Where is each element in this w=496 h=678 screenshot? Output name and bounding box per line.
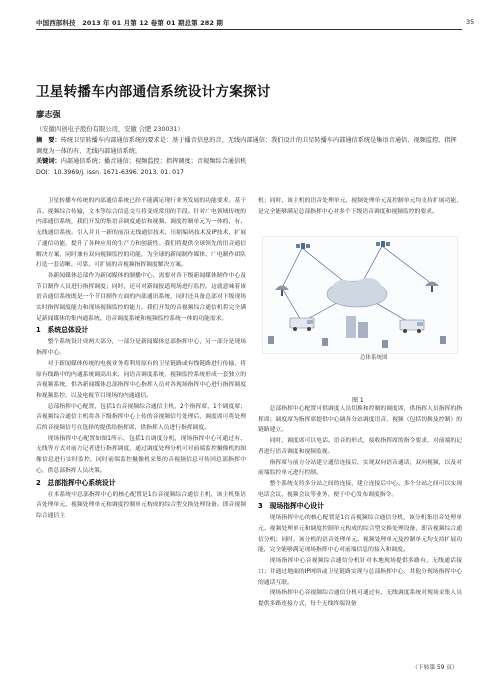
paragraph: 现场指挥中心音视频综合通信分机可通过有、无线调度系统对现场采集人员提供多路连接方式，每个无线终端设备 (258, 590, 462, 607)
continued-note: （下转第 59 页） (412, 665, 458, 671)
section-heading: 1 系统总体设计 (36, 326, 89, 335)
abstract (36, 136, 462, 157)
keywords-text: 内部通信系统；播音通信；视频监控；指挥调度；音视频综合通信机 (60, 158, 247, 165)
right-column-top (258, 196, 462, 217)
figure-caption: 图 1 (352, 397, 364, 404)
paragraph: 对于新闻媒体传统的电视业务将利用原有的卫星链路或有线链路进行传输，将原有线路中的内通系统调高出来，同语音调度系统，视频监控系统形成一套独立的音视频系统，供各新闻媒体总部指挥中心指挥人员对各现场指挥中心进行指挥调度和视频监控，以及电视节目现场的内通通信。 (36, 360, 246, 399)
keywords-label: 关键词： (36, 158, 61, 165)
header-rule (36, 29, 462, 30)
abstract-block (36, 136, 462, 178)
paragraph: 现场指挥中心的核心配置是1台音视频综合通信分机，该分机集语音处理单元、视频处理单元和调度控制单元构成的综合型交换处理设备，即音视频综合通信分机；同时，该分机的语音处理单元、视频处理单元及控制单元均支持扩展功能，完全能够满足现场指挥中心对前端信息的接入和调度。 (258, 515, 462, 554)
paragraph: 在本系统中总部指挥中心的核心配置是1台音视频综合通信主机，该主机集语音处理单元、视频处理单元和调度控制单元构成的综合型交换处理设备。即音视频综合通信主 (36, 491, 246, 519)
paragraph: 同时，调度席可以电话、语音的形式，接收指挥席的指令要求，对前端的记者进行语音调度和视频监视。 (258, 438, 462, 455)
figure-label: 总体系统图 (360, 355, 388, 361)
system-diagram (262, 236, 458, 354)
journal-header: 中国西部科技 2013 年 01 月第 12 卷第 01 期总第 282 期 (36, 19, 223, 27)
left-column (36, 196, 246, 522)
section-heading: 2 总部指挥中心系统设计 (36, 478, 116, 487)
paragraph: 总部指挥中心配置，包括1台音视频综合通信主机，2个指挥席，1个调度席；音视频综合通信主机将各下级指挥中心上传的音视频信号处理后，调度席可将处理后的音视频信号在选择的提供给指挥席，供指挥人员进行指挥调度。 (36, 403, 246, 432)
abstract-text: 传统卫星转播车内部通信系统的要求是：基于播音信息的音、无线内部通信；我们设计的卫星转播车内部通信系统是集语音通信、视频监控、指挥调度为一体的有、无线内部通信系统。 (36, 137, 457, 155)
doi: DOI：10.3969/j. issn. 1671-6396. 2013. 01. 017 (36, 168, 184, 176)
paragraph: 总部指挥中心配置可供调度人员切换和控制的调度席，供指挥人员指挥的指挥席；调度席为指挥席提供中心调各分站调度语音、视频（包括切换及控制）的链路建立。 (258, 406, 462, 434)
right-column-bottom (258, 404, 462, 610)
abstract-label: 摘 要： (36, 137, 61, 144)
article-affiliation: （安徽四创电子股份有限公司，安徽 合肥 230031） (36, 126, 184, 133)
paragraph: 整个系统支持多分站之间的连接，建立连接后中心、多个分站之间可以实现电话会议、视频会议等业务，便于中心发布调度指令。 (258, 480, 462, 498)
paragraph: 各新闻媒体总部作为新闻媒体的制播中心，需要对各下级新闻媒体制作中心及节目制作人员进行指挥调度；同时，还可对新闻报道现场进行监控。这就意味着该语音通信系统既是一个节目制作方面的内部通讯系统，同时还具备总部对下级现场实时指挥调度能力和现场视频监控的能力。我们开发的音视频综合通信机将完全满足新闻媒体的集内通系统、语音调度系统和视频监控系统一体的功能需求。 (36, 272, 246, 322)
paragraph: 现场指挥中心配置如图1所示，包括1台调度分机，现场指挥中心可通过有、无线等方式对前方记者进行指挥调度，通过调度处理分机可对前端监控摄像机的图像信息进行实时监控，同时前端监控摄像机采集的音视频信息可传回总部指挥中心，供总部指挥人员决策。 (36, 435, 246, 474)
network-cloud-icon (332, 280, 356, 296)
paragraph: 卫星转播车传统的内部通信系统已经不能满足现行业务发展的功能要求。基于音、视频综合传输，文本等综合信息交互将变成常用的手段。针对广电领域传统的内部通信系统，我们开发的集语音调度通信和视频、调度控制单元为一体的，有、无线通信系统。引入并且一新的前沿无线通信技术，压缩编码技术及IP技术，扩展了通信功能，提升了各种应用的生产力和创新性。我们将提供全球领先的语音通信解决方案，同时兼有双向视频监控的功能，为全球的新闻制作媒体、广电制作团队打造一套清晰、可靠、可扩展的音视频指挥调度解决方案。 (36, 198, 246, 269)
network-cloud-icon (355, 278, 381, 296)
paragraph: 现场指挥中心音视频综合通信分机针对本地现场提供多路有、无线通话接口；并通过地面的IP网络或卫星链路实现与总部指挥中心、其他分现场指挥中心的通话互联。 (258, 558, 462, 586)
article-title: 卫星转播车内部通信系统设计方案探讨 (36, 84, 271, 100)
page-number: 35 (466, 18, 475, 26)
paragraph: 整个系统设计成两大部分，一部分是新闻媒体总部指挥中心，另一部分是现场指挥中心。 (36, 339, 246, 357)
keywords (36, 157, 462, 168)
article-author: 廖志强 (36, 109, 61, 119)
paragraph: 指挥席与前方分站建立通信连接后，实现双向语音通话，双向视频，以及对前端监控单元进行控制。 (258, 459, 462, 477)
paragraph: 机；同时，该主机的语音处理单元、视频处理单元及控制单元均支持扩展功能，是完全能够满足总部指挥中心对多个下级语音调度和视频监控的要求。 (258, 198, 462, 215)
section-heading: 3 现场指挥中心设计 (258, 502, 324, 511)
